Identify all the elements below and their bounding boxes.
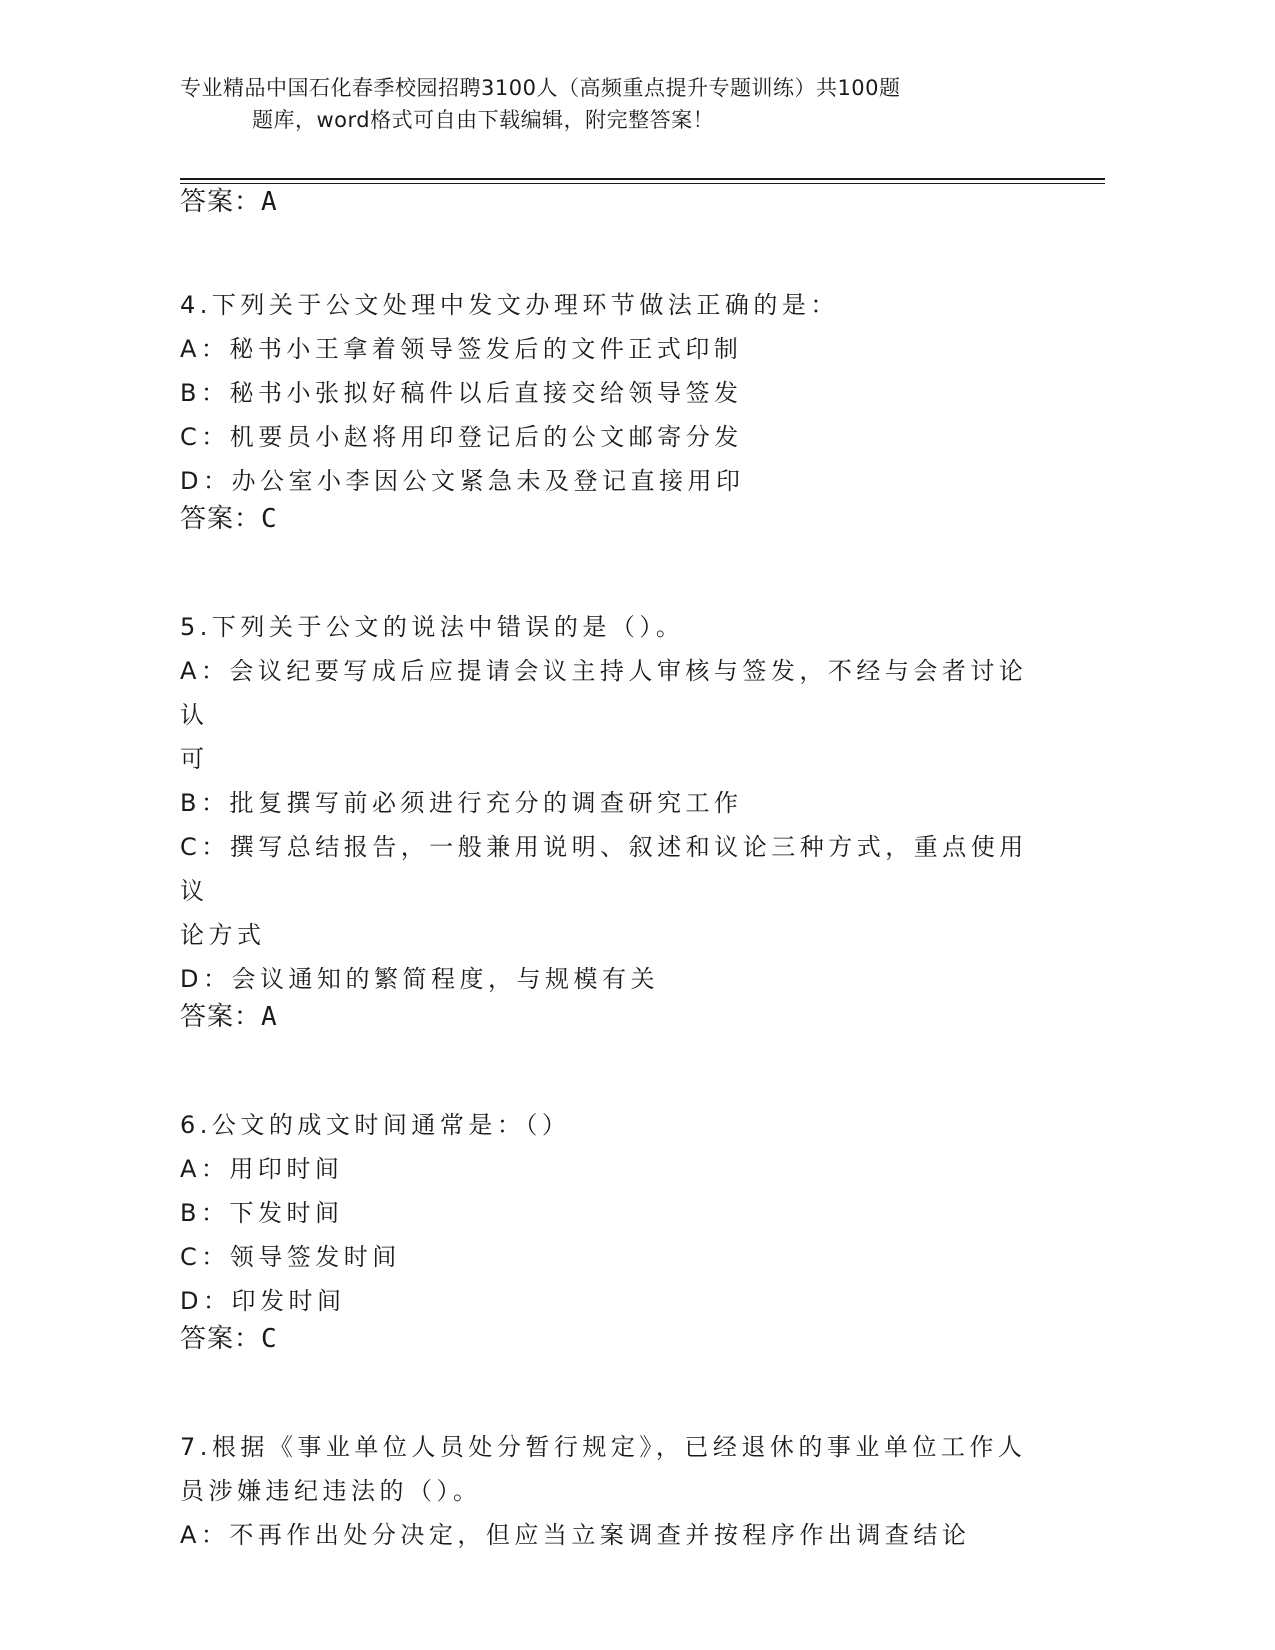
question-4 [180,283,1040,535]
answer-value: C [261,1324,278,1354]
question-stem: 6.公文的成文时间通常是：（） [180,1111,571,1139]
option-d: D：会议通知的繁简程度，与规模有关 [180,965,659,993]
option-c: C：撰写总结报告，一般兼用说明、叙述和议论三种方式，重点使用议 [180,833,1028,905]
option-c: C：领导签发时间 [180,1243,401,1271]
option-d: D：办公室小李因公文紧急未及登记直接用印 [180,467,745,495]
question-stem: 7.根据《事业单位人员处分暂行规定》，已经退休的事业单位工作人 [180,1433,1027,1461]
option-a-cont: 可 [180,745,209,773]
option-b: B：下发时间 [180,1199,344,1227]
option-c-cont: 论方式 [180,921,266,949]
answer [180,1323,1040,1355]
option-a: A：秘书小王拿着领导签发后的文件正式印制 [180,335,743,363]
document-body [180,186,1040,1557]
question-stem: 4.下列关于公文处理中发文办理环节做法正确的是： [180,291,839,319]
header-line-1: 专业精品中国石化春季校园招聘3100人（高频重点提升专题训练）共100题 [180,76,901,100]
option-b: B：批复撰写前必须进行充分的调查研究工作 [180,789,743,817]
answer [180,503,1040,535]
answer [180,1001,1040,1033]
answer-label: 答案： [180,1002,262,1032]
question-5 [180,605,1040,1033]
option-d: D：印发时间 [180,1287,346,1315]
question-stem-cont: 员涉嫌违纪违法的（）。 [180,1477,482,1505]
answer-value: C [261,504,278,534]
answer-label: 答案： [180,1324,262,1354]
page-header [180,72,1060,136]
answer-value: A [261,187,278,217]
header-rule-thin [180,183,1105,184]
header-rule-thick [180,178,1105,180]
option-b: B：秘书小张拟好稿件以后直接交给领导签发 [180,379,743,407]
question-6 [180,1103,1040,1355]
answer-prev [180,186,1040,218]
option-c: C：机要员小赵将用印登记后的公文邮寄分发 [180,423,743,451]
option-a: A：会议纪要写成后应提请会议主持人审核与签发，不经与会者讨论认 [180,657,1028,729]
question-stem: 5.下列关于公文的说法中错误的是（）。 [180,613,685,641]
answer-label: 答案： [180,504,262,534]
header-line-2: 题库，word格式可自由下载编辑，附完整答案！ [252,108,715,132]
answer-value: A [261,1002,278,1032]
question-7 [180,1425,1040,1557]
option-a: A：不再作出处分决定，但应当立案调查并按程序作出调查结论 [180,1521,971,1549]
answer-label: 答案： [180,187,262,217]
option-a: A：用印时间 [180,1155,344,1183]
